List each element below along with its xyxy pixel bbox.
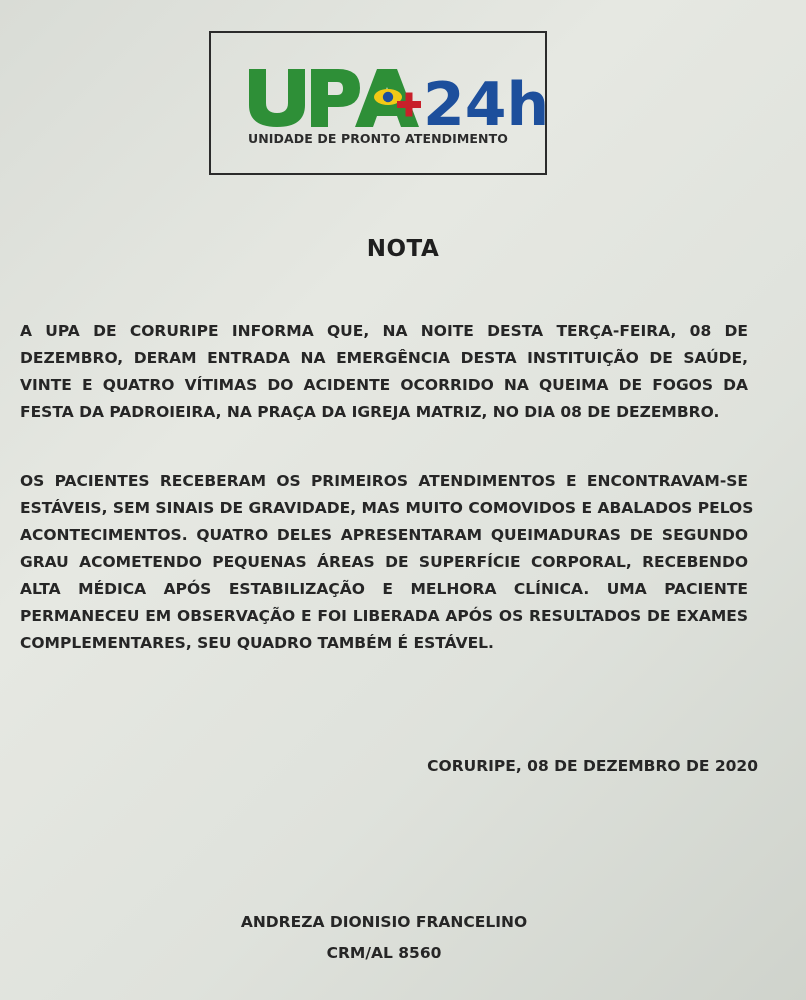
paragraph-line: ACONTECIMENTOS. QUATRO DELES APRESENTARAM QUEIMADURAS DE SEGUNDO bbox=[20, 526, 748, 544]
logo-box bbox=[209, 31, 550, 175]
paragraph-line: PERMANECEU EM OBSERVAÇÃO E FOI LIBERADA APÓS OS RESULTADOS DE EXAMES bbox=[20, 607, 748, 625]
document-title: NOTA bbox=[366, 236, 440, 262]
logo-24h-text: 24h bbox=[423, 70, 550, 140]
paragraph-line: VINTE E QUATRO VÍTIMAS DO ACIDENTE OCORRIDO NA QUEIMA DE FOGOS DA bbox=[20, 376, 748, 394]
logo-subtitle: UNIDADE DE PRONTO ATENDIMENTO bbox=[248, 131, 508, 146]
signature-name: ANDREZA DIONISIO FRANCELINO bbox=[240, 913, 528, 931]
paragraph-line: GRAU ACOMETENDO PEQUENAS ÁREAS DE SUPERFÍCIE CORPORAL, RECEBENDO bbox=[20, 553, 748, 571]
paragraph-1 bbox=[20, 318, 748, 426]
date-location: CORURIPE, 08 DE DEZEMBRO DE 2020 bbox=[427, 757, 758, 775]
paragraph-line: OS PACIENTES RECEBERAM OS PRIMEIROS ATENDIMENTOS E ENCONTRAVAM-SE bbox=[20, 472, 748, 490]
paragraph-line: FESTA DA PADROIEIRA, NA PRAÇA DA IGREJA MATRIZ, NO DIA 08 DE DEZEMBRO. bbox=[20, 403, 720, 421]
paragraph-line: ALTA MÉDICA APÓS ESTABILIZAÇÃO E MELHORA CLÍNICA. UMA PACIENTE bbox=[20, 580, 748, 598]
paragraph-2 bbox=[20, 468, 754, 657]
paragraph-line: A UPA DE CORURIPE INFORMA QUE, NA NOITE DESTA TERÇA-FEIRA, 08 DE bbox=[20, 322, 748, 340]
paragraph-line: DEZEMBRO, DERAM ENTRADA NA EMERGÊNCIA DESTA INSTITUIÇÃO DE SAÚDE, bbox=[20, 349, 748, 367]
paragraph-line: ESTÁVEIS, SEM SINAIS DE GRAVIDADE, MAS MUITO COMOVIDOS E ABALADOS PELOS bbox=[20, 499, 754, 517]
paragraph-line: COMPLEMENTARES, SEU QUADRO TAMBÉM É ESTÁVEL. bbox=[20, 634, 494, 652]
signature-crm: CRM/AL 8560 bbox=[326, 944, 442, 962]
